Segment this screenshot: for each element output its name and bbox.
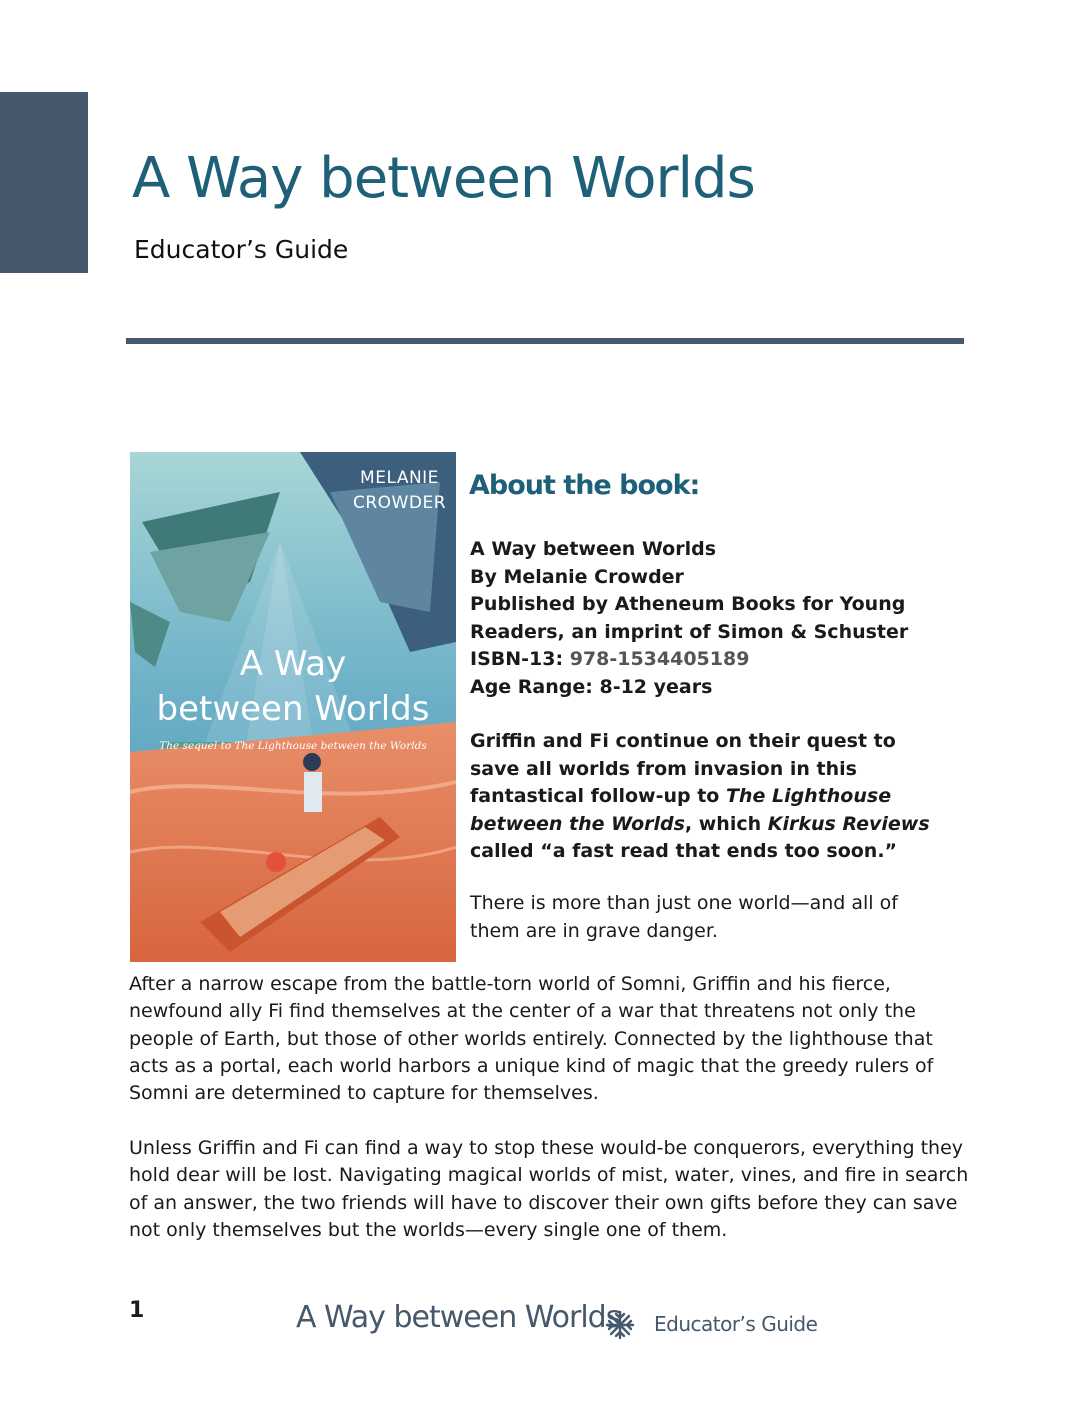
book-blurb: Griffin and Fi continue on their quest to save all worlds from invasion in this fantastical follow-up to The Lighthouse between the Worlds, which Kirkus Reviews called “a fast read that ends too soon.” [470, 730, 930, 862]
isbn-label: ISBN-13: [470, 648, 564, 670]
footer-guide-label: Educator’s Guide [654, 1312, 818, 1336]
blurb-source: Kirkus Reviews [767, 812, 930, 835]
publisher-line-2: Readers, an imprint of Simon & Schuster [470, 620, 909, 643]
isbn-line [470, 646, 908, 674]
synopsis-paragraph-2: Unless Griffin and Fi can find a way to stop these would-be conquerors, everything they hold dear will be lost. Navigating magical worlds of mist, water, vines, and fire in search of an answer, the two friends will have to discover their own gifts before they can save not only themselves but the worlds—every single one of them. [129, 1137, 969, 1241]
cover-author: MELANIE CROWDER [352, 468, 446, 513]
page-number: 1 [129, 1298, 145, 1323]
cover-title: A Way between Worlds [156, 644, 430, 729]
page-title: A Way between Worlds [132, 146, 755, 211]
book-cover-image [130, 452, 456, 962]
intro-text: There is more than just one world—and all of them are in grave danger. [470, 892, 898, 942]
header-divider [126, 338, 964, 344]
blurb-book-title: The Lighthouse between the Worlds [470, 785, 892, 835]
book-title: A Way between Worlds [470, 538, 716, 560]
page-subtitle: Educator’s Guide [134, 235, 349, 264]
about-heading: About the book: [469, 470, 700, 501]
snowflake-ornament-icon [604, 1309, 636, 1341]
synopsis-paragraph-1: After a narrow escape from the battle-torn world of Somni, Griffin and his fierce, newfound ally Fi find themselves at the center of a war that threatens not only the people of Earth, but those of other worlds entirely. Connected by the lighthouse that acts as a portal, each world harbors a unique kind of magic that the greedy rulers of Somni are determined to capture for themselves. [129, 973, 934, 1105]
author-byline: By Melanie Crowder [470, 565, 684, 588]
footer-title: A Way between Worlds [296, 1300, 621, 1335]
side-accent-block [0, 92, 88, 273]
book-details [470, 536, 908, 701]
age-range: Age Range: 8-12 years [470, 675, 713, 698]
isbn-value: 978-1534405189 [569, 648, 750, 670]
publisher-line-1: Published by Atheneum Books for Young [470, 593, 906, 615]
cover-tagline: The sequel to The Lighthouse between the Worlds [159, 740, 427, 752]
